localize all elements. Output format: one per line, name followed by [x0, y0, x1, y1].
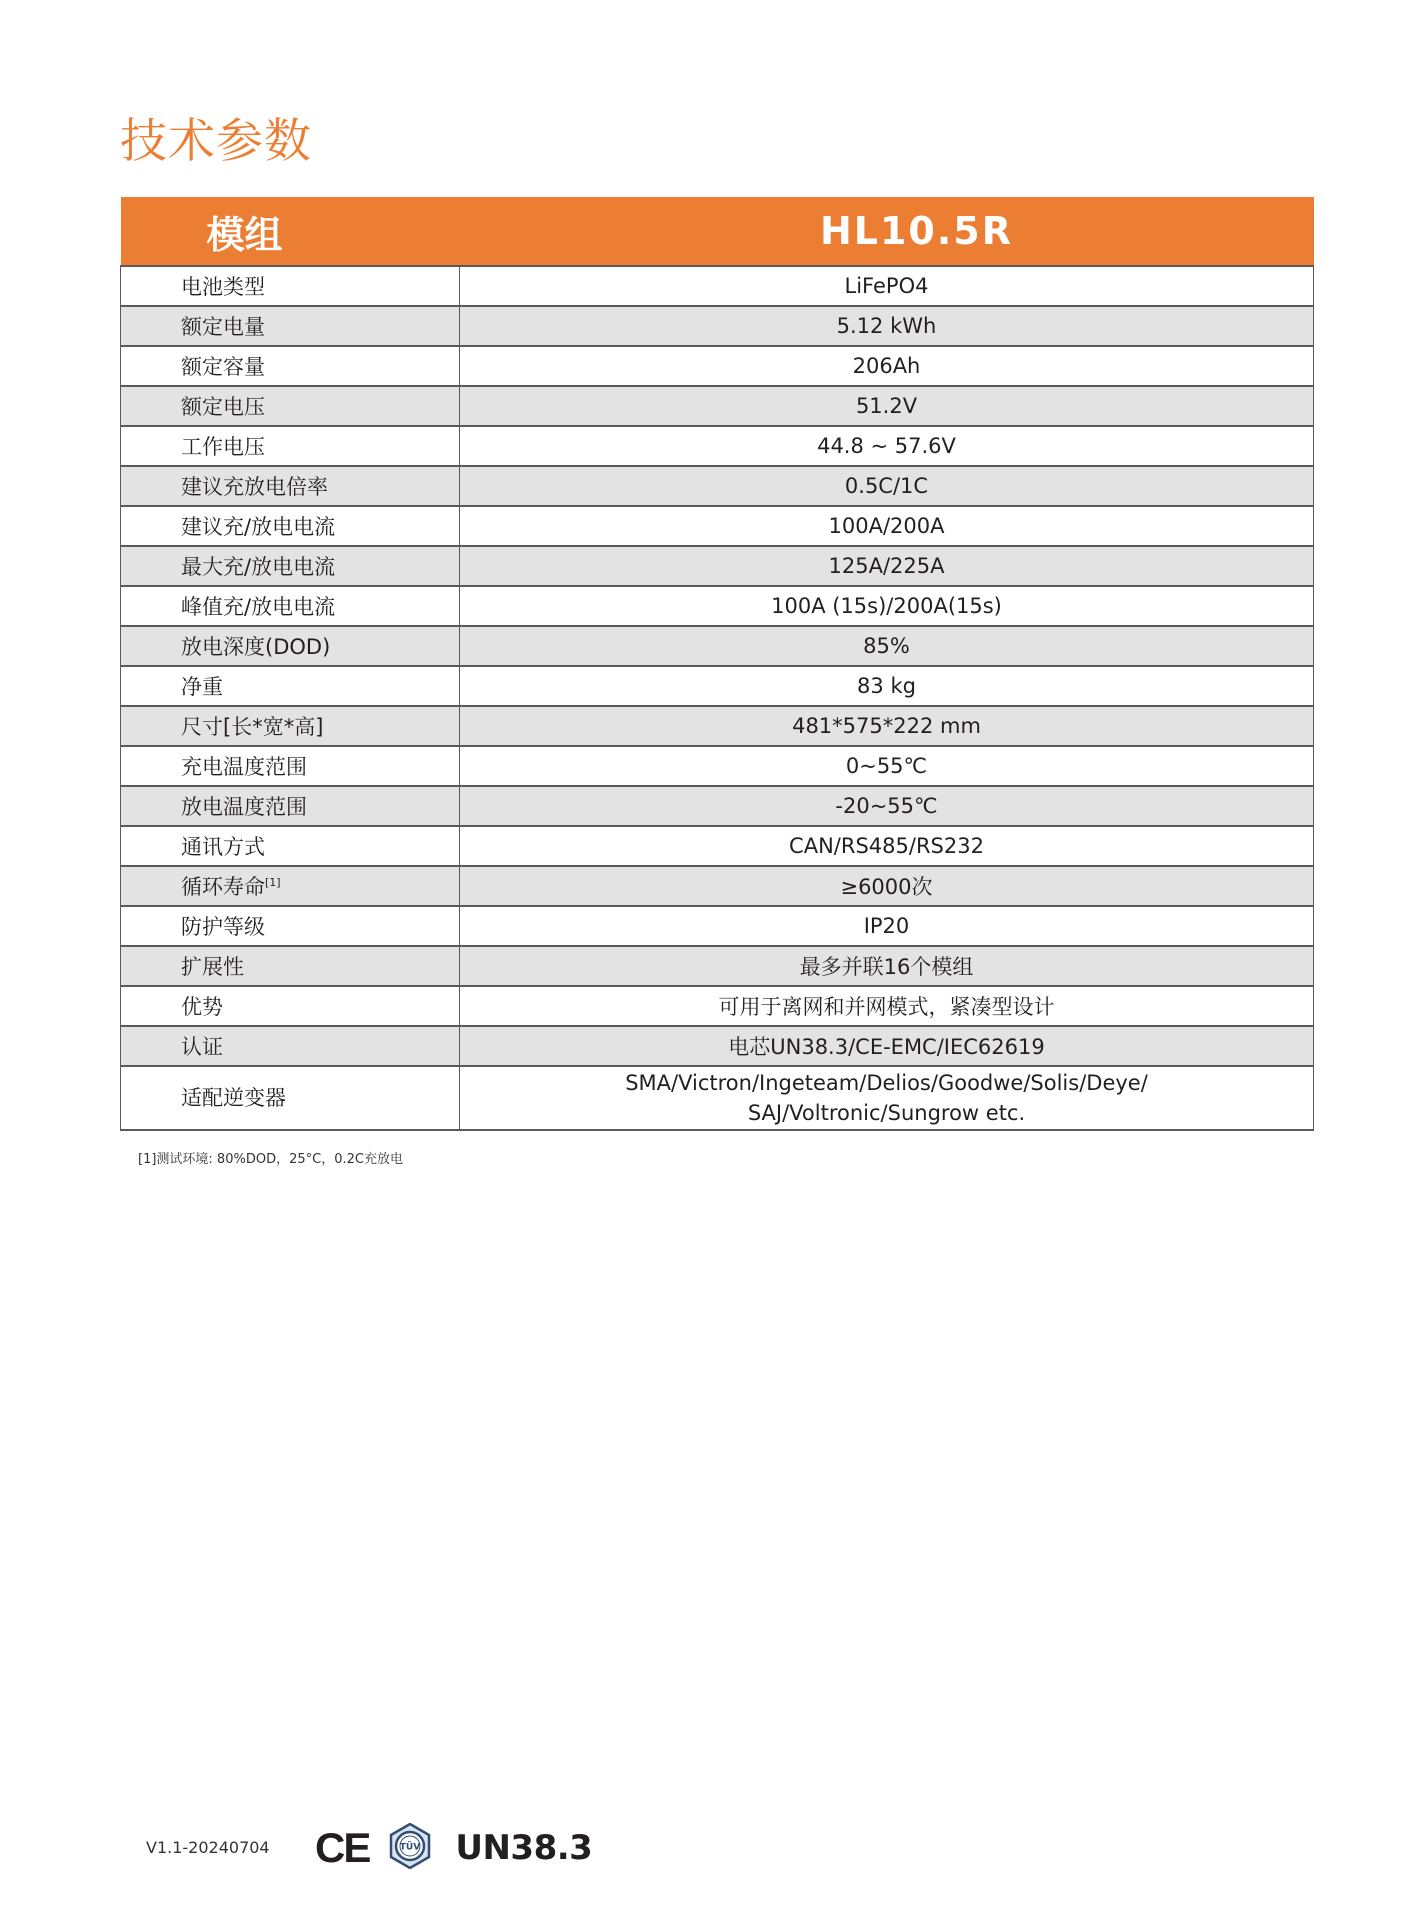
spec-label-text: 优势: [181, 995, 223, 1019]
spec-value-text-line2: SAJ/Voltronic/Sungrow etc.: [747, 1101, 1026, 1125]
table-row: [121, 546, 1314, 586]
spec-value-text: 481*575*222 mm: [792, 714, 981, 738]
spec-label: [121, 306, 460, 346]
spec-value: [460, 426, 1314, 466]
spec-label: [121, 586, 460, 626]
header-label: 模组: [121, 197, 460, 266]
table-row: [121, 866, 1314, 906]
spec-label-text: 循环寿命: [181, 875, 265, 899]
spec-label-text: 通讯方式: [181, 835, 265, 859]
table-row: [121, 666, 1314, 706]
spec-value: [460, 666, 1314, 706]
table-row: [121, 626, 1314, 666]
table-row: [121, 986, 1314, 1026]
spec-label: [121, 786, 460, 826]
spec-label-text: 最大充/放电电流: [181, 555, 336, 579]
table-row: [121, 266, 1314, 306]
spec-value: [460, 466, 1314, 506]
spec-value: [460, 986, 1314, 1026]
spec-label: [121, 666, 460, 706]
spec-value: [460, 266, 1314, 306]
spec-value: [460, 386, 1314, 426]
spec-table: [120, 197, 1314, 1131]
spec-label-text: 建议充/放电电流: [181, 515, 336, 539]
spec-value: [460, 1066, 1314, 1130]
spec-label-text: 峰值充/放电电流: [181, 595, 336, 619]
spec-label-text: 认证: [181, 1035, 223, 1059]
spec-label-text: 放电温度范围: [181, 795, 307, 819]
spec-value-text: 125A/225A: [828, 554, 945, 578]
spec-label-text: 放电深度(DOD): [181, 635, 331, 659]
spec-label-text: 电池类型: [181, 275, 265, 299]
spec-value-text: 100A (15s)/200A(15s): [771, 594, 1002, 618]
page-title: 技术参数: [120, 114, 312, 169]
spec-label: [121, 906, 460, 946]
spec-value-text: SMA/Victron/Ingeteam/Delios/Goodwe/Solis/Deye/: [625, 1071, 1148, 1095]
spec-label-text: 充电温度范围: [181, 755, 307, 779]
spec-value-text: 可用于离网和并网模式，紧凑型设计: [718, 995, 1055, 1019]
spec-value: [460, 346, 1314, 386]
spec-label-text: 扩展性: [181, 955, 244, 979]
spec-label: [121, 946, 460, 986]
spec-value-text: 最多并联16个模组: [799, 955, 974, 979]
spec-value-text: 206Ah: [852, 354, 921, 378]
table-row: [121, 426, 1314, 466]
footnote-ref: [1]: [265, 876, 281, 889]
spec-value: [460, 826, 1314, 866]
table-row: [121, 506, 1314, 546]
table-row: [121, 1066, 1314, 1130]
spec-value-text: IP20: [863, 914, 910, 938]
spec-value: [460, 586, 1314, 626]
spec-label-text: 适配逆变器: [181, 1086, 286, 1110]
spec-label-text: 净重: [181, 675, 223, 699]
spec-label-text: 额定容量: [181, 355, 265, 379]
spec-label: [121, 826, 460, 866]
spec-value-text: 100A/200A: [828, 514, 945, 538]
spec-label: [121, 1026, 460, 1066]
spec-label: [121, 466, 460, 506]
spec-label: [121, 346, 460, 386]
spec-value: [460, 626, 1314, 666]
spec-body: [121, 266, 1314, 1130]
table-row: [121, 386, 1314, 426]
table-row: [121, 586, 1314, 626]
spec-value-text: 44.8 ~ 57.6V: [817, 434, 956, 458]
spec-value-text: 85%: [863, 634, 910, 658]
version-label: V1.1-20240704: [146, 1838, 270, 1857]
spec-label-text: 工作电压: [181, 435, 265, 459]
tuv-logo: [387, 1823, 433, 1873]
spec-label: [121, 266, 460, 306]
certification-logos: [315, 1822, 592, 1874]
spec-value-text: LiFePO4: [844, 274, 929, 298]
spec-value: [460, 506, 1314, 546]
spec-value-text: ≥6000次: [840, 875, 933, 899]
spec-value-text: 0~55℃: [845, 754, 928, 778]
spec-label-text: 防护等级: [181, 915, 265, 939]
spec-label-text: 尺寸[长*宽*高]: [181, 715, 324, 739]
table-header-row: [121, 197, 1314, 266]
spec-value: [460, 306, 1314, 346]
spec-label: [121, 546, 460, 586]
spec-value: [460, 746, 1314, 786]
spec-label: [121, 706, 460, 746]
spec-value: [460, 946, 1314, 986]
spec-label: [121, 746, 460, 786]
spec-value-text: 0.5C/1C: [844, 474, 929, 498]
table-row: [121, 906, 1314, 946]
spec-label: [121, 386, 460, 426]
table-row: [121, 466, 1314, 506]
table-row: [121, 346, 1314, 386]
spec-label: [121, 626, 460, 666]
header-model: HL10.5R: [460, 197, 1314, 266]
footnote: [1]测试环境: 80%DOD，25°C，0.2C充放电: [138, 1152, 403, 1167]
spec-label-text: 额定电压: [181, 395, 265, 419]
spec-value-text: 5.12 kWh: [836, 314, 937, 338]
spec-value-text: 83 kg: [857, 674, 916, 698]
ce-logo: CE: [315, 1824, 370, 1871]
table-row: [121, 1026, 1314, 1066]
spec-label: [121, 986, 460, 1026]
un383-logo: UN38.3: [455, 1828, 593, 1868]
spec-label-text: 额定电量: [181, 315, 265, 339]
svg-text:TÜV: TÜV: [400, 1842, 421, 1853]
table-row: [121, 786, 1314, 826]
spec-label: [121, 426, 460, 466]
spec-value: [460, 906, 1314, 946]
spec-value: [460, 706, 1314, 746]
spec-label: [121, 506, 460, 546]
spec-value-text: CAN/RS485/RS232: [789, 834, 984, 858]
spec-value: [460, 1026, 1314, 1066]
table-row: [121, 306, 1314, 346]
spec-label-text: 建议充放电倍率: [181, 475, 328, 499]
table-row: [121, 826, 1314, 866]
spec-label: [121, 1066, 460, 1130]
spec-label: [121, 866, 460, 906]
spec-value-text: 51.2V: [855, 394, 918, 418]
table-row: [121, 746, 1314, 786]
tuv-icon: [387, 1823, 433, 1869]
table-row: [121, 706, 1314, 746]
spec-value-text: 电芯UN38.3/CE-EMC/IEC62619: [728, 1035, 1045, 1059]
spec-value: [460, 786, 1314, 826]
spec-value: [460, 866, 1314, 906]
table-row: [121, 946, 1314, 986]
spec-value-text: -20~55℃: [835, 794, 938, 818]
spec-value: [460, 546, 1314, 586]
